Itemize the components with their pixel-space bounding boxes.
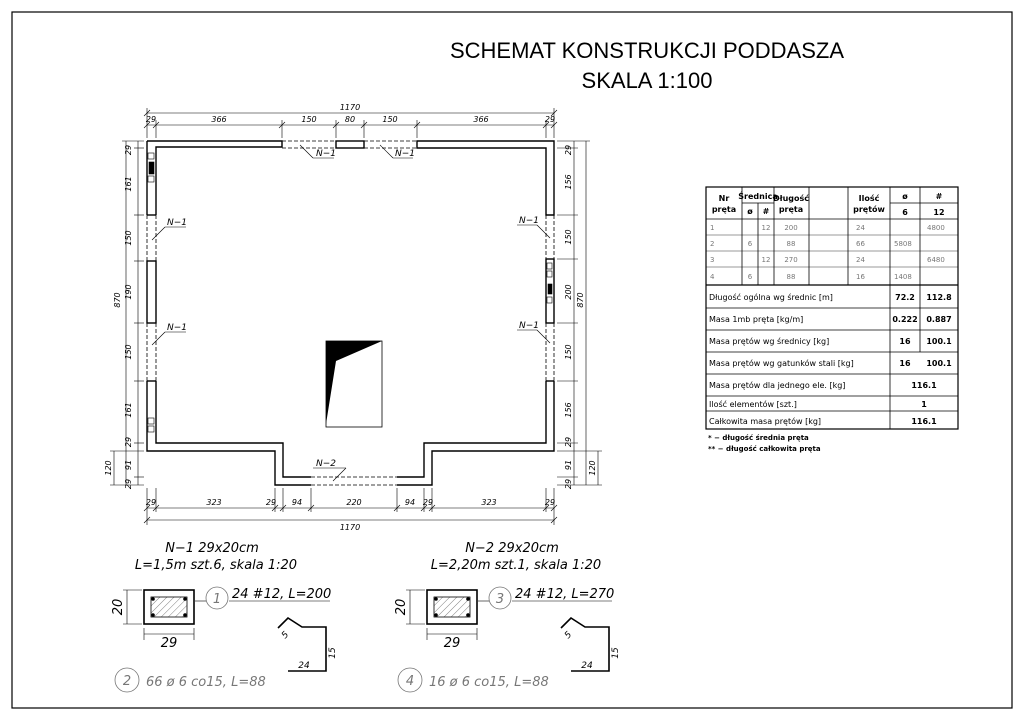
section-n1-title: N−1 29x20cm <box>165 541 259 556</box>
row-4-qty: 16 <box>856 273 865 281</box>
section-n2-height: 20 <box>394 598 409 616</box>
wall-bottom-left <box>147 381 311 485</box>
section-n2-subtitle: L=2,20m szt.1, skala 1:20 <box>430 558 602 573</box>
row-2-c6: 5808 <box>894 240 912 248</box>
wall-top-pier <box>336 141 364 148</box>
dim-right-4: 200 <box>564 284 573 300</box>
th-phi: ø <box>747 207 753 216</box>
label-n1-top-a: N−1 <box>316 149 336 159</box>
dim-left-2: 161 <box>124 176 133 192</box>
th-dlugosc-line2: pręta <box>778 205 804 214</box>
summary-7-value: 116.1 <box>911 417 937 426</box>
dim-bottom-6: 94 <box>404 498 416 507</box>
label-n1-right-b: N−1 <box>519 321 539 331</box>
bar-schedule-table <box>706 187 958 429</box>
summary-1-v6: 72.2 <box>895 293 915 302</box>
drawing-scale: SKALA 1:100 <box>581 68 713 93</box>
section-n2-width: 29 <box>443 636 461 651</box>
table-body <box>710 224 945 281</box>
dim-right-1: 29 <box>564 144 573 156</box>
summary-7-label: Całkowita masa prętów [kg] <box>709 417 822 426</box>
dim-top-4: 80 <box>344 115 356 124</box>
dim-left-1: 29 <box>124 144 133 156</box>
dim-left-6: 161 <box>124 402 133 418</box>
dim-left-5: 150 <box>124 344 133 360</box>
summary-3-v12: 100.1 <box>926 337 952 346</box>
dim-top-1: 29 <box>145 115 157 124</box>
wall-top-right <box>417 141 554 215</box>
th-ilosc-line2: prętów <box>853 205 885 214</box>
summary-4-v6: 16 <box>899 359 911 368</box>
summary-6-value: 1 <box>921 400 927 409</box>
dim-left-4: 190 <box>124 284 133 300</box>
dim-top-2: 366 <box>211 115 227 124</box>
row-1-len: 200 <box>784 224 798 232</box>
bar-1-number: 1 <box>212 592 222 607</box>
dim-bottom-total: 1170 <box>339 523 361 532</box>
table-note-2: ** − długość całkowita pręta <box>708 445 821 453</box>
row-3-hash: 12 <box>761 256 771 264</box>
row-4-phi: 6 <box>747 273 753 281</box>
row-2-nr: 2 <box>710 240 715 248</box>
summary-4-label: Masa prętów wg gatunków stali [kg] <box>709 359 854 368</box>
th-srednica: Średnica <box>738 192 778 201</box>
dim-left-7: 29 <box>124 436 133 448</box>
row-1-hash: 12 <box>761 224 771 232</box>
dim-right-3: 150 <box>564 229 573 245</box>
bar-1-spec: 24 #12, L=200 <box>232 587 332 602</box>
dim-left-3: 150 <box>124 230 133 246</box>
row-3-qty: 24 <box>856 256 865 264</box>
row-3-len: 270 <box>784 256 798 264</box>
row-2-phi: 6 <box>747 240 753 248</box>
summary-6-label: Ilość elementów [szt.] <box>709 400 797 409</box>
th-ilosc-line1: Ilość <box>858 194 880 203</box>
row-3-nr: 3 <box>710 256 715 264</box>
th-dlugosc-line1: Długość <box>772 194 810 203</box>
dim-right-7: 29 <box>564 436 573 448</box>
dim-right-5: 150 <box>564 344 573 360</box>
dim-top-6: 366 <box>473 115 489 124</box>
row-4-nr: 4 <box>710 273 715 281</box>
dim-bottom-3: 29 <box>265 498 277 507</box>
bar-3-number: 3 <box>495 592 505 607</box>
row-4-c6: 1408 <box>894 273 912 281</box>
label-n1-left-a: N−1 <box>167 218 187 228</box>
th-hash-total: # <box>935 192 943 201</box>
section-n1-subtitle: L=1,5m szt.6, skala 1:20 <box>134 558 298 573</box>
bar-2-number: 2 <box>122 674 132 689</box>
table-summary <box>709 292 952 426</box>
summary-1-v12: 112.8 <box>926 293 952 302</box>
dim-bottom-5: 220 <box>346 498 362 507</box>
summary-5-value: 116.1 <box>911 381 937 390</box>
label-n1-left-b: N−1 <box>167 323 187 333</box>
dim-right-total: 870 <box>576 292 585 308</box>
stirrup-n2-a: 5 <box>563 629 575 642</box>
summary-3-label: Masa prętów wg średnicy [kg] <box>709 337 830 346</box>
dim-top-total: 1170 <box>339 103 361 112</box>
summary-5-label: Masa prętów dla jednego ele. [kg] <box>709 381 846 390</box>
stirrup-n1-b: 24 <box>298 661 310 671</box>
dim-top-5: 150 <box>382 115 398 124</box>
section-n1 <box>111 541 338 692</box>
row-2-qty: 66 <box>856 240 865 248</box>
th-nr-line2: pręta <box>711 205 737 214</box>
row-1-c12: 4800 <box>927 224 945 232</box>
dim-right-2: 156 <box>564 174 573 190</box>
dim-right-9: 29 <box>564 478 573 490</box>
row-3-c12: 6480 <box>927 256 945 264</box>
summary-2-label: Masa 1mb pręta [kg/m] <box>709 315 804 324</box>
table-note-1: * − długość średnia pręta <box>708 434 809 442</box>
dim-left-total: 870 <box>113 292 122 308</box>
summary-2-v6: 0.222 <box>892 315 918 324</box>
row-2-len: 88 <box>786 240 796 248</box>
dim-bottom-8: 323 <box>481 498 497 507</box>
wall-top-left <box>147 141 282 215</box>
row-4-len: 88 <box>786 273 796 281</box>
stirrup-n1-c: 15 <box>328 647 338 659</box>
bar-2-spec: 66 ø 6 co15, L=88 <box>146 675 266 690</box>
dim-right-8: 91 <box>564 459 573 471</box>
dim-bottom-7: 29 <box>422 498 434 507</box>
floor-plan <box>147 141 554 485</box>
wall-bottom-right <box>397 381 554 485</box>
th-nr-line1: Nr <box>718 194 730 203</box>
stirrup-n1-a: 5 <box>280 629 292 642</box>
dim-left-9: 29 <box>124 478 133 490</box>
dimensions-right <box>557 141 602 485</box>
dim-bottom-2: 323 <box>206 498 222 507</box>
summary-2-v12: 0.887 <box>926 315 952 324</box>
section-n2-title: N−2 29x20cm <box>465 541 559 556</box>
bar-4-number: 4 <box>405 674 415 689</box>
dim-top-7: 29 <box>544 115 556 124</box>
th-col-12: 12 <box>933 208 945 217</box>
dim-left-10: 120 <box>104 460 113 476</box>
dim-bottom-1: 29 <box>145 498 157 507</box>
section-n1-width: 29 <box>160 636 178 651</box>
th-phi-total: ø <box>902 192 908 201</box>
summary-1-label: Długość ogólna wg średnic [m] <box>709 293 833 302</box>
summary-4-v12: 100.1 <box>926 359 952 368</box>
section-n2 <box>394 541 621 692</box>
bar-3-spec: 24 #12, L=270 <box>515 587 615 602</box>
dim-right-6: 156 <box>564 402 573 418</box>
stirrup-n2-b: 24 <box>581 661 593 671</box>
label-n2: N−2 <box>316 459 336 469</box>
lintel-labels <box>152 145 550 481</box>
summary-3-v6: 16 <box>899 337 911 346</box>
th-col-6: 6 <box>902 208 908 217</box>
section-n1-height: 20 <box>111 598 126 616</box>
th-hash: # <box>762 207 770 216</box>
wall-left-pier <box>147 261 156 323</box>
bar-4-spec: 16 ø 6 co15, L=88 <box>429 675 549 690</box>
dim-left-8: 91 <box>124 459 133 471</box>
dim-right-10: 120 <box>588 460 597 476</box>
dim-top-3: 150 <box>301 115 317 124</box>
dim-bottom-4: 94 <box>291 498 303 507</box>
row-1-nr: 1 <box>710 224 715 232</box>
stirrup-n2-c: 15 <box>611 647 621 659</box>
label-n1-top-b: N−1 <box>395 149 415 159</box>
dim-bottom-9: 29 <box>544 498 556 507</box>
drawing-title: SCHEMAT KONSTRUKCJI PODDASZA <box>449 38 845 63</box>
label-n1-right-a: N−1 <box>519 216 539 226</box>
row-1-qty: 24 <box>856 224 865 232</box>
